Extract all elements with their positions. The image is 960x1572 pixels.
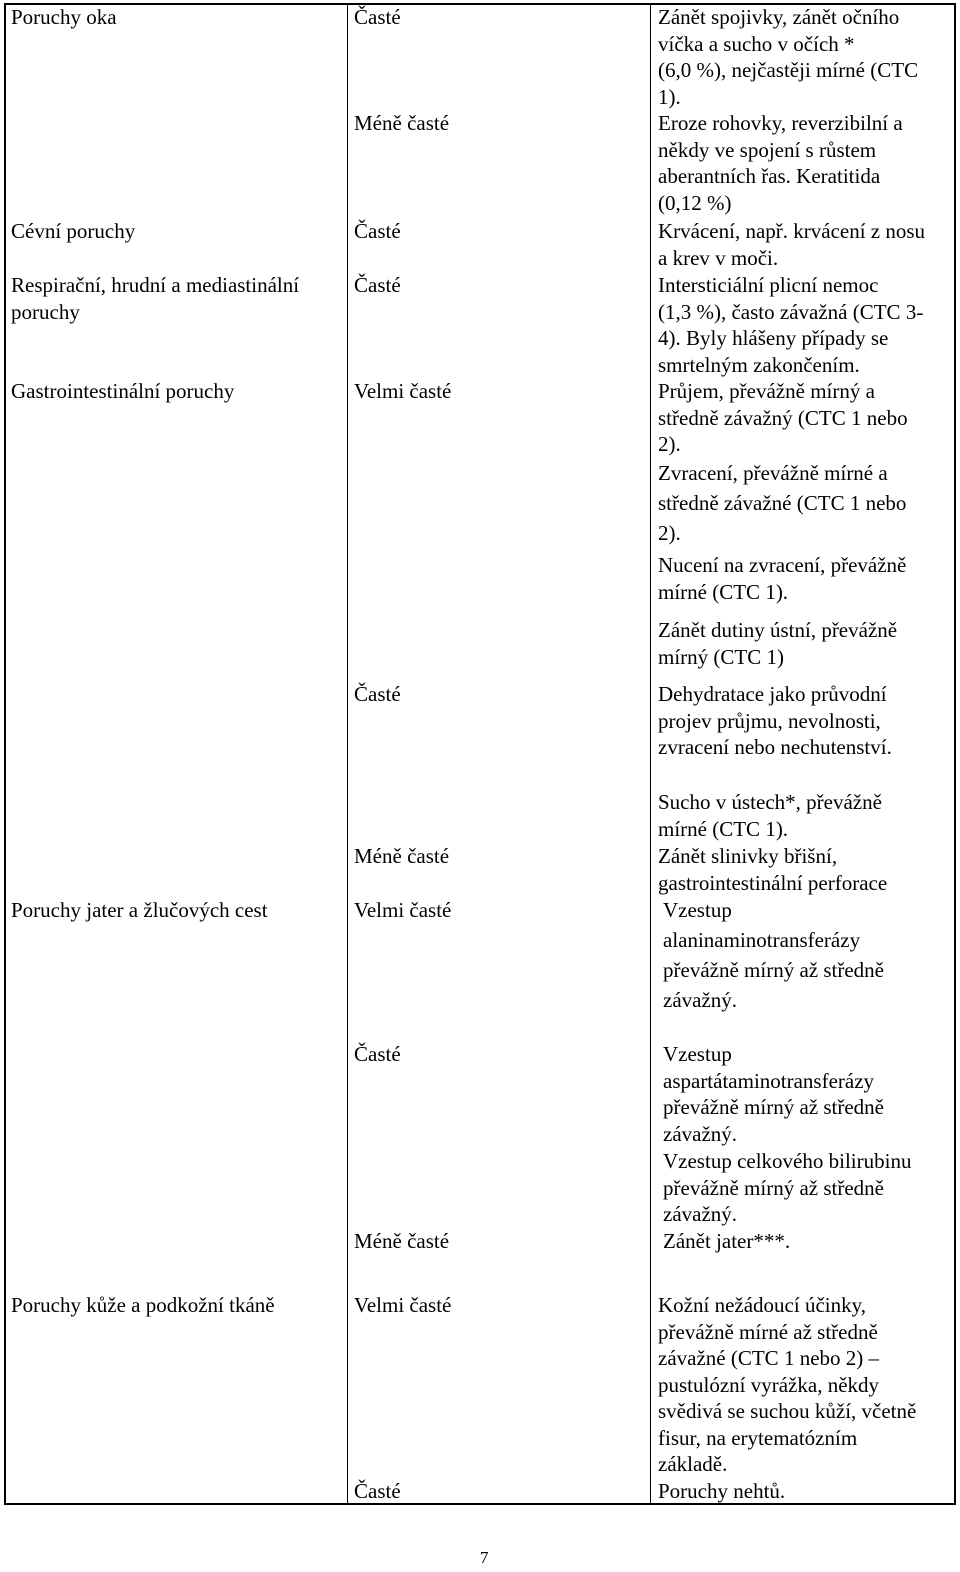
effect-text: Nucení na zvracení, převážně mírné (CTC 1). [658,553,907,604]
frequency-label: Časté [354,682,401,706]
effect-text: Vzestup alaninaminotransferázy převážně mírný až středně závažný. [663,898,884,1012]
effect-text: Zvracení, převážně mírné a středně závažné (CTC 1 nebo 2). [658,461,907,545]
effect-text: Zánět dutiny ústní, převážně mírný (CTC 1) [658,618,898,669]
column-divider [347,3,348,1505]
organ-class-label: Gastrointestinální poruchy [11,379,235,403]
effect-text: Vzestup celkového bilirubinu převážně mírný až středně závažný. [663,1149,912,1226]
effect-text: Krvácení, např. krvácení z nosu a krev v moči. [658,219,926,270]
effect-text: Zánět slinivky břišní, gastrointestinální perforace [658,844,888,895]
frequency-label: Časté [354,219,401,243]
effect-text: Intersticiální plicní nemoc (1,3 %), často závažná (CTC 3- 4). Byly hlášeny případy se smrtelným zakončením. [658,273,924,377]
effect-text: Eroze rohovky, reverzibilní a někdy ve spojení s růstem aberantních řas. Keratitida (0,12 %) [658,111,903,215]
effect-text: Zánět spojivky, zánět očního víčka a sucho v očích * (6,0 %), nejčastěji mírné (CTC 1). [658,5,919,109]
frequency-label: Časté [354,1042,401,1066]
organ-class-label: Respirační, hrudní a mediastinální poruchy [11,273,300,324]
frequency-label: Méně časté [354,844,450,868]
organ-class-label: Poruchy oka [11,5,117,29]
frequency-label: Časté [354,1479,401,1503]
frequency-label: Velmi časté [354,898,452,922]
page-number: 7 [480,1548,489,1567]
frequency-label: Časté [354,5,401,29]
organ-class-label: Poruchy jater a žlučových cest [11,898,268,922]
frequency-label: Časté [354,273,401,297]
effect-text: Kožní nežádoucí účinky, převážně mírné až středně závažné (CTC 1 nebo 2) – pustulózní vyrážka, někdy svědivá se suchou kůží, včetně fisur, na erytematózním základě. [658,1293,917,1476]
frequency-label: Méně časté [354,111,450,135]
organ-class-label: Cévní poruchy [11,219,136,243]
column-divider [650,3,651,1505]
effect-text: Sucho v ústech*, převážně mírné (CTC 1). [658,790,882,841]
effect-text: Zánět jater***. [663,1229,791,1253]
effect-text: Průjem, převážně mírný a středně závažný (CTC 1 nebo 2). [658,379,908,456]
frequency-label: Velmi časté [354,379,452,403]
effect-text: Dehydratace jako průvodní projev průjmu, nevolnosti, zvracení nebo nechutenství. [658,682,892,759]
effect-text: Poruchy nehtů. [658,1479,786,1503]
frequency-label: Velmi časté [354,1293,452,1317]
frequency-label: Méně časté [354,1229,450,1253]
effect-text: Vzestup aspartátaminotransferázy převážně mírný až středně závažný. [663,1042,884,1146]
organ-class-label: Poruchy kůže a podkožní tkáně [11,1293,275,1317]
